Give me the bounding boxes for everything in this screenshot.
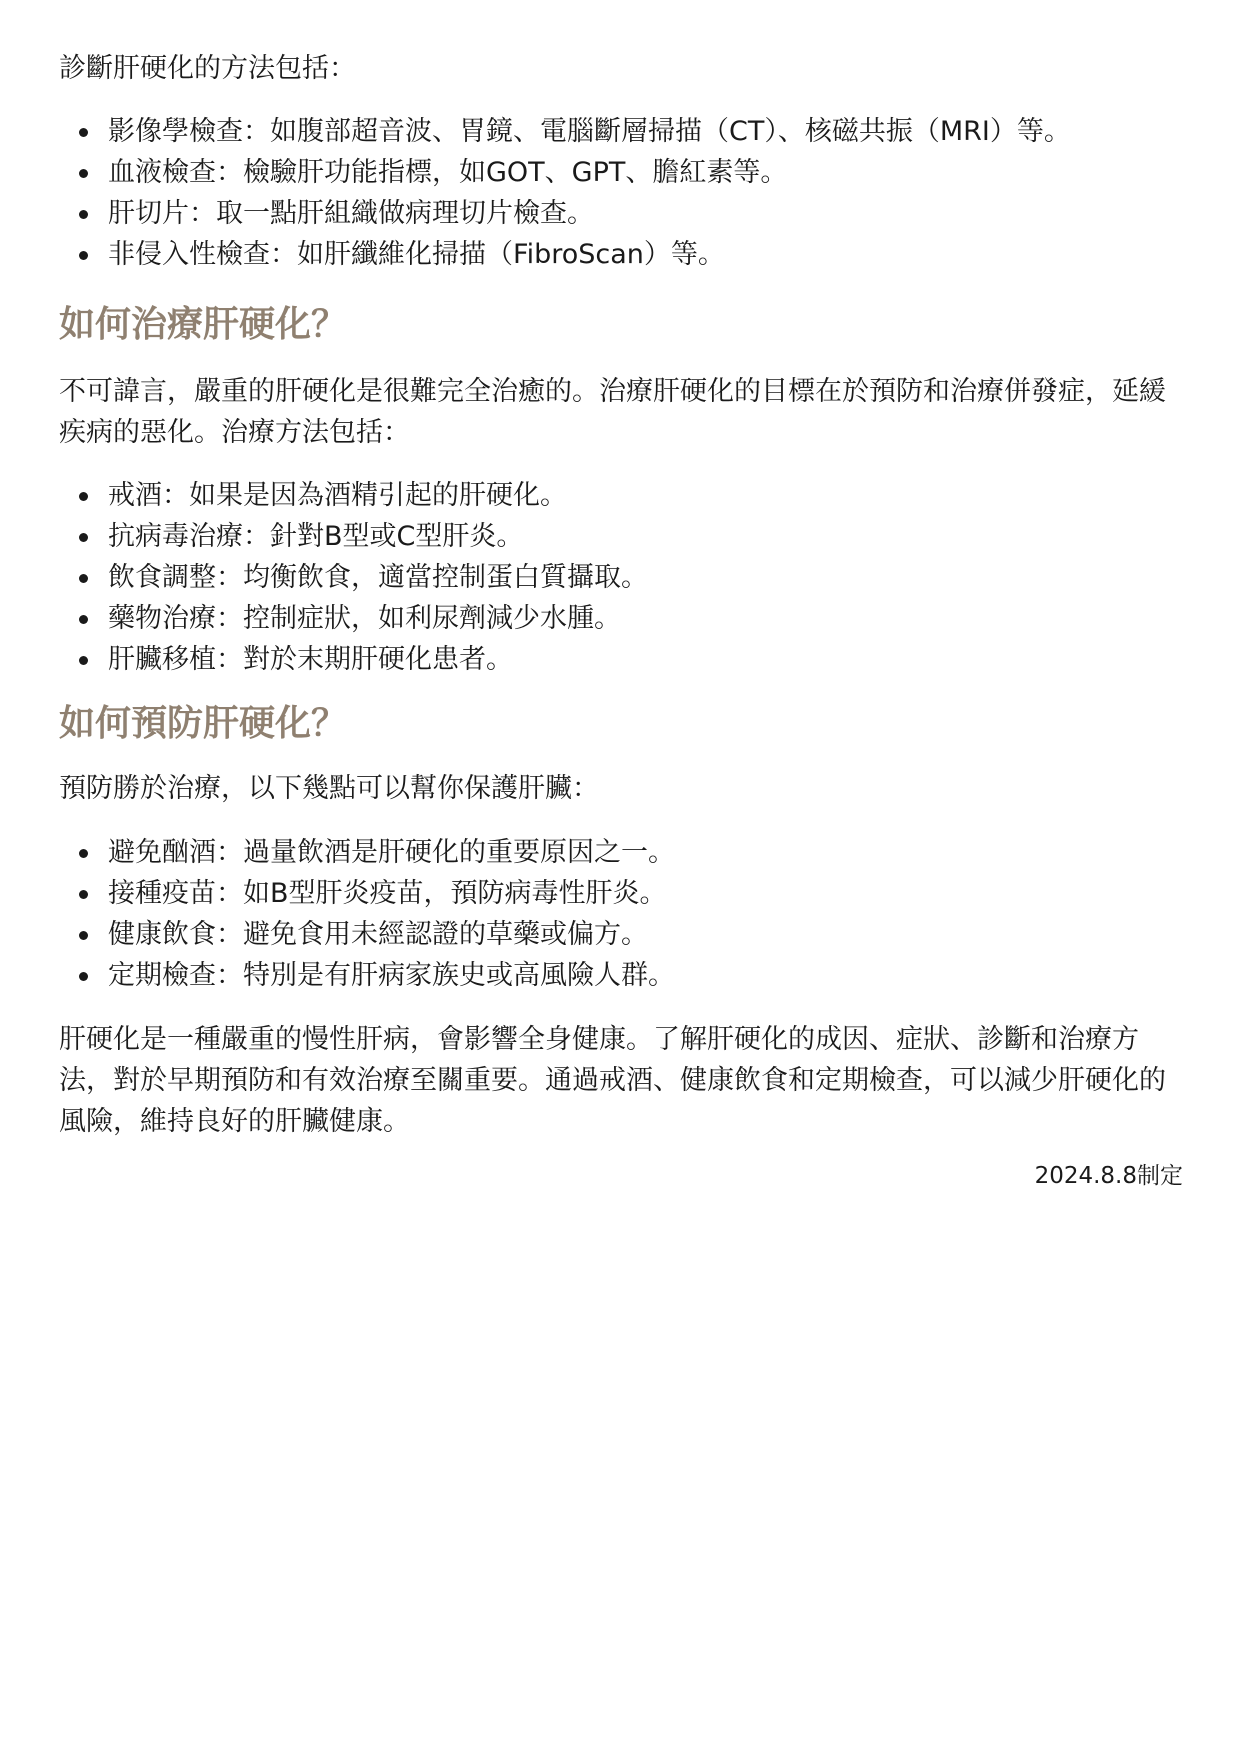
list-item: 血液檢查：檢驗肝功能指標，如GOT、GPT、膽紅素等。 xyxy=(59,152,1183,193)
diagnosis-list xyxy=(59,111,1183,275)
list-item: 戒酒：如果是因為酒精引起的肝硬化。 xyxy=(59,475,1183,516)
list-item: 健康飲食：避免食用未經認證的草藥或偏方。 xyxy=(59,914,1183,955)
list-item: 肝臟移植：對於末期肝硬化患者。 xyxy=(59,639,1183,680)
prevention-intro: 預防勝於治療，以下幾點可以幫你保護肝臟： xyxy=(59,773,599,804)
list-item: 肝切片：取一點肝組織做病理切片檢查。 xyxy=(59,193,1183,234)
list-item: 飲食調整：均衡飲食，適當控制蛋白質攝取。 xyxy=(59,557,1183,598)
list-item: 抗病毒治療：針對B型或C型肝炎。 xyxy=(59,516,1183,557)
prevention-list xyxy=(59,832,1183,996)
list-item: 藥物治療：控制症狀，如利尿劑減少水腫。 xyxy=(59,598,1183,639)
date-stamp: 2024.8.8制定 xyxy=(1034,1163,1183,1189)
document-page xyxy=(59,48,1183,1193)
list-item: 避免酗酒：過量飲酒是肝硬化的重要原因之一。 xyxy=(59,832,1183,873)
list-item: 接種疫苗：如B型肝炎疫苗，預防病毒性肝炎。 xyxy=(59,873,1183,914)
list-item: 定期檢查：特別是有肝病家族史或高風險人群。 xyxy=(59,955,1183,996)
list-item: 非侵入性檢查：如肝纖維化掃描（FibroScan）等。 xyxy=(59,234,1183,275)
summary-paragraph: 肝硬化是一種嚴重的慢性肝病，會影響全身健康。了解肝硬化的成因、症狀、診斷和治療方法，對於早期預防和有效治療至關重要。通過戒酒、健康飲食和定期檢查，可以減少肝硬化的風險，維持良好的肝臟健康。 xyxy=(59,1024,1166,1137)
diagnosis-intro: 診斷肝硬化的方法包括： xyxy=(59,53,356,84)
list-item: 影像學檢查：如腹部超音波、胃鏡、電腦斷層掃描（CT）、核磁共振（MRI）等。 xyxy=(59,111,1183,152)
treatment-heading: 如何治療肝硬化？ xyxy=(59,304,348,345)
prevention-heading: 如何預防肝硬化？ xyxy=(59,703,348,744)
treatment-list xyxy=(59,475,1183,680)
treatment-intro: 不可諱言，嚴重的肝硬化是很難完全治癒的。治療肝硬化的目標在於預防和治療併發症，延緩疾病的惡化。治療方法包括： xyxy=(59,376,1166,448)
